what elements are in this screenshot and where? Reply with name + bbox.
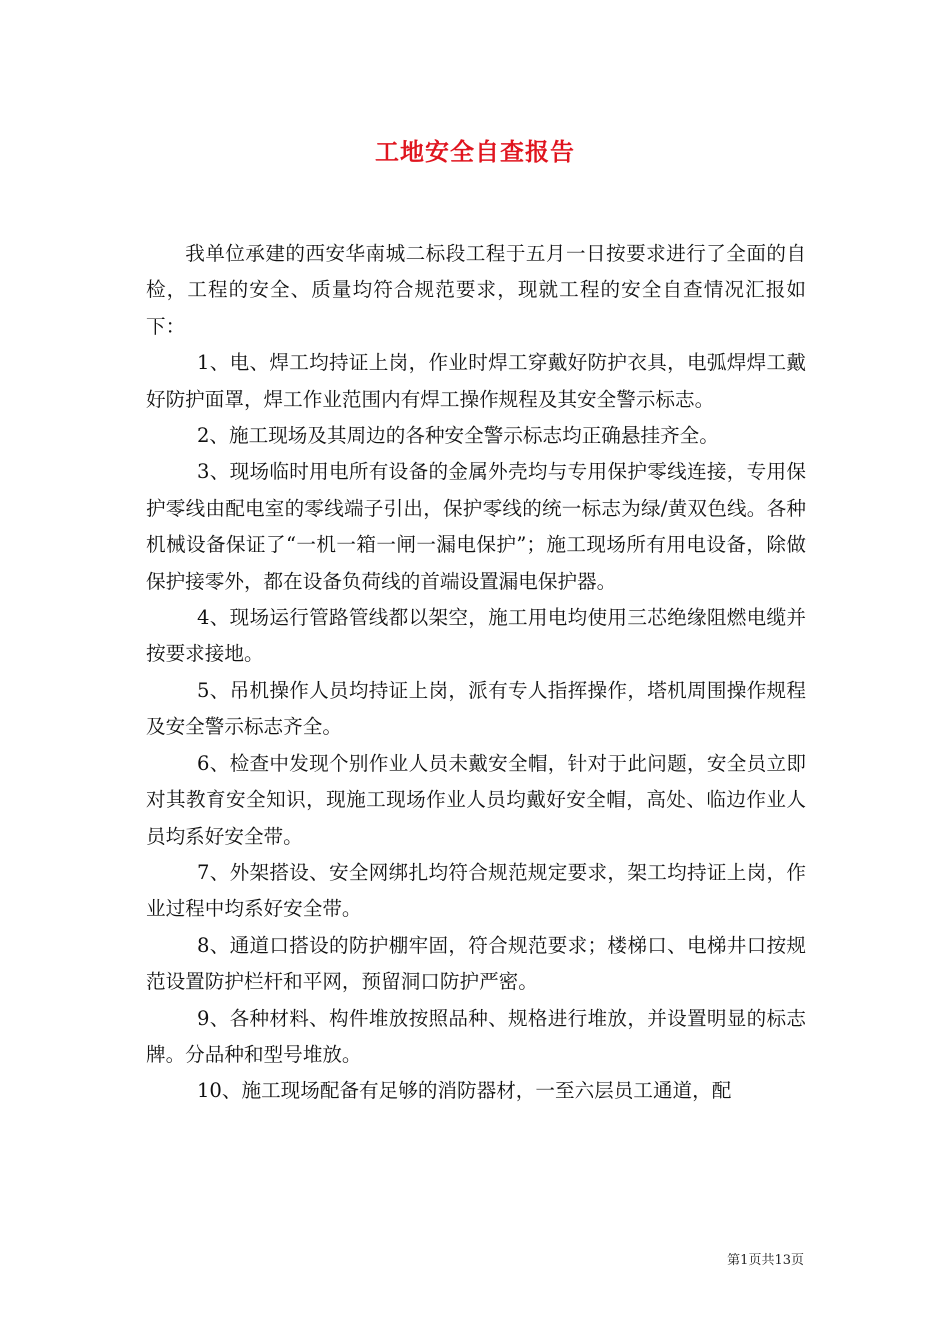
list-item: 7、外架搭设、安全网绑扎均符合规范规定要求，架工均持证上岗，作业过程中均系好安全带。 [146,860,806,921]
list-item: 8、通道口搭设的防护棚牢固，符合规范要求；楼梯口、电梯井口按规范设置防护栏杆和平网，预留洞口防护严密。 [146,933,806,994]
list-item: 2、施工现场及其周边的各种安全警示标志均正确悬挂齐全。 [196,424,719,448]
page-number: 第1页共13页 [727,1253,804,1268]
intro-paragraph: 我单位承建的西安华南城二标段工程于五月一日按要求进行了全面的自检，工程的安全、质量均符合规范要求，现就工程的安全自查情况汇报如下： [146,242,806,338]
list-item: 6、检查中发现个别作业人员未戴安全帽，针对于此问题，安全员立即对其教育安全知识，现施工现场作业人员均戴好安全帽，高处、临边作业人员均系好安全带。 [146,751,806,848]
document-title: 工地安全自查报告 [375,137,575,166]
list-item: 9、各种材料、构件堆放按照品种、规格进行堆放，并设置明显的标志牌。分品种和型号堆放。 [146,1006,806,1066]
list-item: 10、施工现场配备有足够的消防器材，一至六层员工通道，配 [196,1079,732,1103]
document-body [146,236,806,1110]
list-item: 4、现场运行管路管线都以架空，施工用电均使用三芯绝缘阻燃电缆并按要求接地。 [146,606,806,666]
list-item: 3、现场临时用电所有设备的金属外壳均与专用保护零线连接，专用保护零线由配电室的零线端子引出，保护零线的统一标志为绿/黄双色线。各种机械设备保证了“一机一箱一闸一漏电保护”；施工现场所有用电设备，除做保护接零外，都在设备负荷线的首端设置漏电保护器。 [146,460,806,593]
list-item: 5、吊机操作人员均持证上岗，派有专人指挥操作，塔机周围操作规程及安全警示标志齐全。 [146,678,806,739]
list-item: 1、电、焊工均持证上岗，作业时焊工穿戴好防护衣具，电弧焊焊工戴好防护面罩，焊工作业范围内有焊工操作规程及其安全警示标志。 [146,351,806,411]
